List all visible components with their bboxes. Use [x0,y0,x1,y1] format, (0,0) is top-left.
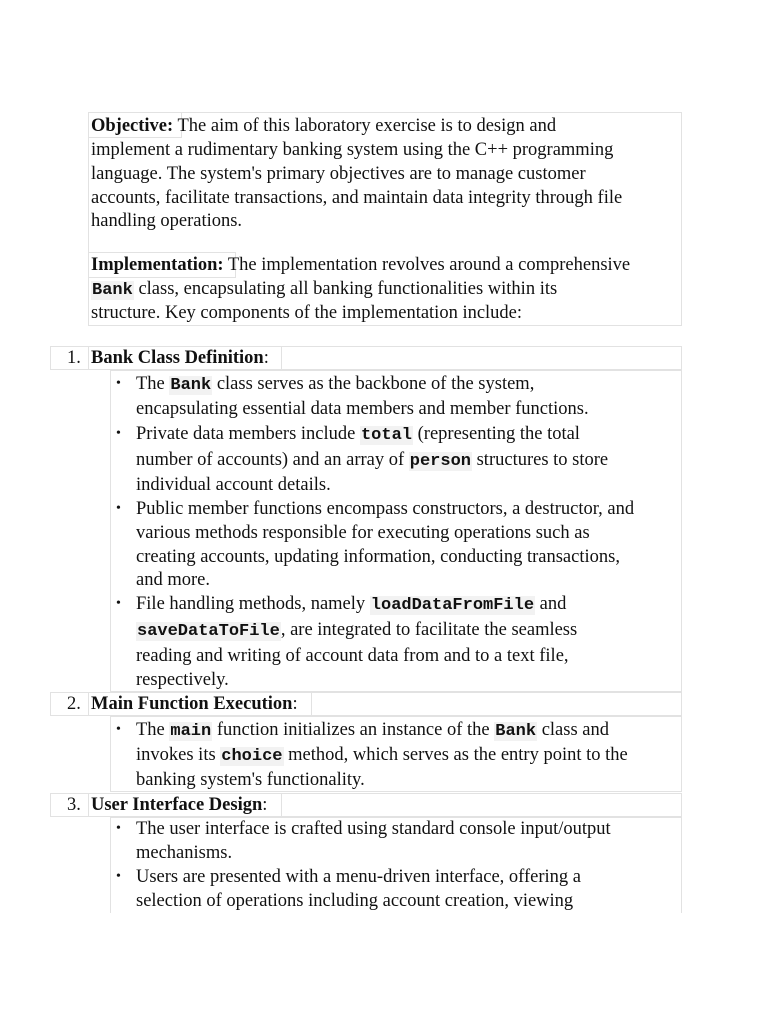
section-1-colon: : [263,348,269,368]
inline-code-bank: Bank [495,722,537,741]
implementation-line-2 [91,277,557,303]
s1-b4-line-4: respectively. [136,670,229,690]
s3-b1-line-1: The user interface is crafted using standard console input/output [136,819,611,839]
section-2-heading [91,692,298,716]
implementation-label: Implementation: [91,255,224,275]
s1-b2-line-3: individual account details. [136,475,331,495]
s2-b1-line-3: banking system's functionality. [136,770,365,790]
implementation-text-2: class, encapsulating all banking functionalities within its [138,279,558,299]
bullet-icon: • [116,426,121,441]
objective-text-1: The aim of this laboratory exercise is to design and [177,116,557,136]
inline-code-total: total [360,426,412,445]
implementation-line-1 [91,253,630,277]
text: File handling methods, namely [136,594,366,614]
bullet-icon: • [116,722,121,737]
text: class serves as the backbone of the system, [216,374,535,394]
inline-code-save-data-to-file: saveDataToFile [137,622,280,641]
implementation-text-1: The implementation revolves around a comprehensive [227,255,631,275]
text: number of accounts) and an array of [136,450,405,470]
objective-line-3: language. The system's primary objectives are to manage customer [91,164,586,184]
s3-b2-line-1: Users are presented with a menu-driven interface, offering a [136,867,582,887]
objective-line-1 [91,114,556,138]
section-2-number: 2. [67,694,81,714]
section-2-title: Main Function Execution [91,694,293,714]
bullet-icon: • [116,376,121,391]
s1-b3-line-2: various methods responsible for executing operations such as [136,523,590,543]
implementation-line-3: structure. Key components of the implementation include: [91,303,523,323]
section-1-title: Bank Class Definition [91,348,264,368]
s3-b1-line-2: mechanisms. [136,843,233,863]
section-3-title: User Interface Design [91,795,263,815]
bullet-icon: • [116,821,121,836]
inline-code-load-data-from-file: loadDataFromFile [370,596,535,615]
s1-b3-line-4: and more. [136,570,210,590]
objective-line-5: handling operations. [91,211,243,231]
s1-b1-line-2: encapsulating essential data members and member functions. [136,399,589,419]
section-1-number: 1. [67,348,81,368]
s1-b2-line-1 [136,422,580,448]
section-1-heading [91,346,269,370]
text: The [136,720,165,740]
text: , are integrated to facilitate the seamless [280,620,578,640]
text: invokes its [136,745,216,765]
s1-b2-line-2 [136,448,608,474]
text: method, which serves as the entry point to the [288,745,628,765]
section-3-colon: : [262,795,268,815]
inline-code-person: person [409,452,471,471]
inline-code-choice: choice [221,747,283,766]
s2-b1-line-1 [136,718,609,744]
objective-line-2: implement a rudimentary banking system using the C++ programming [91,140,614,160]
text: structures to store [476,450,609,470]
inline-code-main: main [170,722,212,741]
text: function initializes an instance of the [216,720,490,740]
text: (representing the total [417,424,580,444]
bullet-icon: • [116,501,121,516]
text: The [136,374,165,394]
s1-b4-line-3: reading and writing of account data from and to a text file, [136,646,569,666]
s2-b1-line-2 [136,743,628,769]
text: class and [541,720,609,740]
s3-b2-line-2: selection of operations including account creation, viewing [136,891,574,911]
bullet-icon: • [116,596,121,611]
s1-b3-line-3: creating accounts, updating information, conducting transactions, [136,547,620,567]
objective-line-4: accounts, facilitate transactions, and maintain data integrity through file [91,188,623,208]
section-2-colon: : [292,694,298,714]
section-3-number: 3. [67,795,81,815]
s1-b4-line-1 [136,592,566,618]
s1-b1-line-1 [136,372,534,398]
objective-label: Objective: [91,116,174,136]
s1-b4-line-2 [136,618,577,644]
text: Private data members include [136,424,356,444]
bullet-icon: • [116,869,121,884]
text: and [539,594,567,614]
inline-code-bank: Bank [170,376,212,395]
inline-code-bank: Bank [92,281,133,300]
s1-b3-line-1: Public member functions encompass constructors, a destructor, and [136,499,635,519]
section-3-heading [91,793,267,817]
